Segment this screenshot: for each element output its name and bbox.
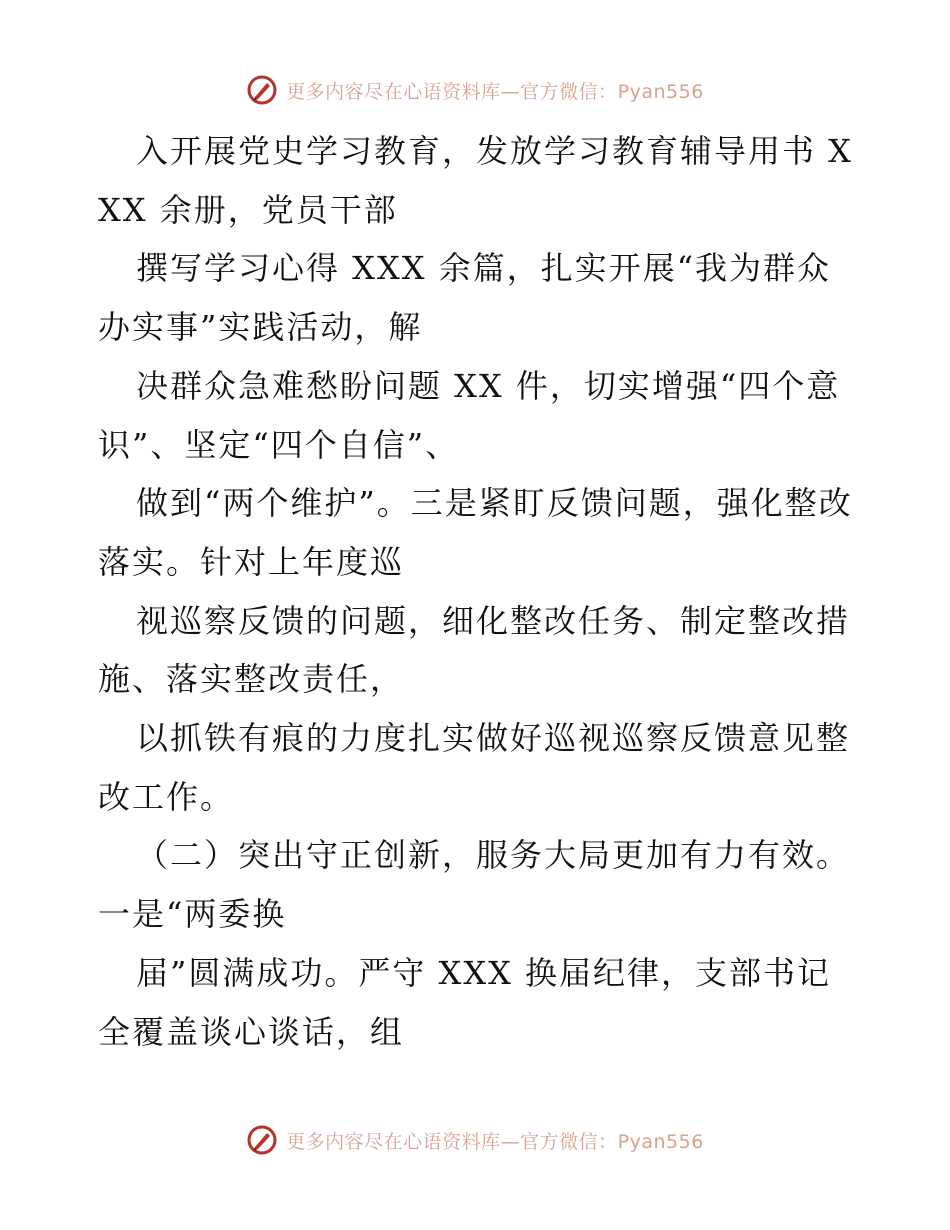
footer-watermark: [0, 1120, 950, 1160]
paragraph: 做到“两个维护”。三是紧盯反馈问题，强化整改落实。针对上年度巡: [98, 484, 853, 581]
watermark-text: 更多内容尽在心语资料库—官方微信：Pyan556: [286, 1130, 704, 1153]
paragraph: 决群众急难愁盼问题 XX 件，切实增强“四个意识”、坚定“四个自信”、: [98, 366, 841, 464]
header-watermark: [0, 70, 950, 110]
paragraph: 撰写学习心得 XXX 余篇，扎实开展“我为群众办实事”实践活动，解: [98, 249, 832, 347]
pen-logo-icon: [246, 74, 278, 106]
pen-logo-icon: [246, 1124, 278, 1156]
paragraph: 入开展党史学习教育，发放学习教育辅导用书 XXX 余册，党员干部: [98, 132, 853, 229]
document-body: [98, 122, 858, 1061]
paragraph: 届”圆满成功。严守 XXX 换届纪律，支部书记全覆盖谈心谈话，组: [98, 953, 832, 1051]
paragraph: 视巡察反馈的问题，细化整改任务、制定整改措施、落实整改责任，: [98, 601, 851, 699]
paragraph: （二）突出守正创新，服务大局更加有力有效。一是“两委换: [98, 836, 851, 934]
paragraph: 以抓铁有痕的力度扎实做好巡视巡察反馈意见整改工作。: [98, 719, 851, 816]
watermark-text: 更多内容尽在心语资料库—官方微信：Pyan556: [286, 80, 704, 103]
